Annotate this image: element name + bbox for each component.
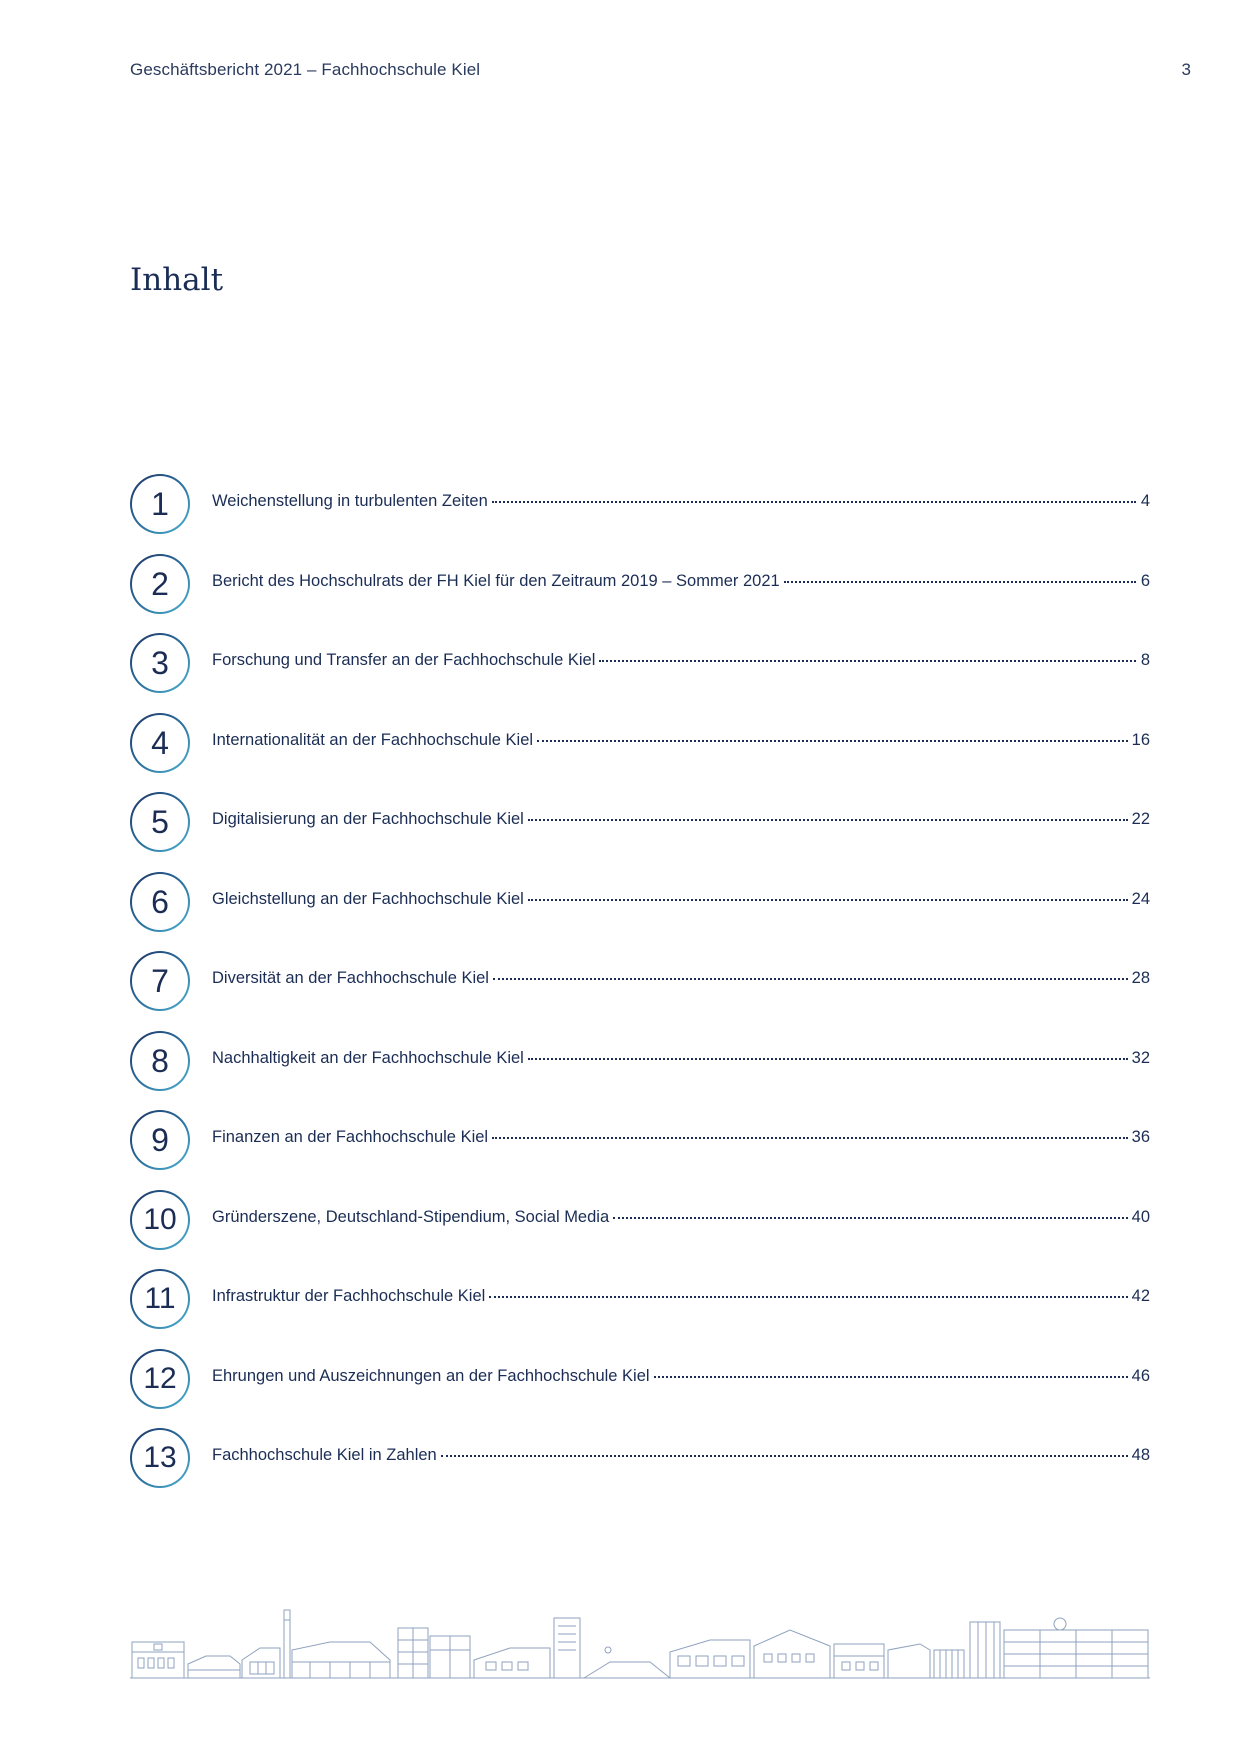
table-of-contents [130,474,1150,1508]
toc-entry[interactable] [212,1367,1150,1386]
chapter-number-circle [130,474,190,534]
chapter-number-circle [130,1031,190,1091]
dot-leader [613,1217,1128,1219]
chapter-number-circle [130,792,190,852]
toc-entry-page: 40 [1131,1207,1150,1226]
chapter-number: 10 [143,1202,177,1236]
toc-item-2[interactable] [130,554,1150,634]
chapter-number: 5 [151,804,169,840]
chapter-number: 12 [143,1361,177,1395]
toc-entry[interactable] [212,492,1150,511]
toc-item-3[interactable] [130,633,1150,713]
toc-entry[interactable] [212,651,1150,670]
toc-item-1[interactable] [130,474,1150,554]
chapter-number-circle [130,1428,190,1488]
page-header [130,60,1191,84]
toc-entry-title: Fachhochschule Kiel in Zahlen [212,1446,437,1464]
toc-entry[interactable] [212,1208,1150,1227]
dot-leader [528,1058,1128,1060]
toc-entry[interactable] [212,1287,1150,1306]
toc-item-9[interactable] [130,1110,1150,1190]
chapter-number-circle [130,1349,190,1409]
toc-entry-page: 16 [1131,730,1150,749]
dot-leader [537,740,1128,742]
toc-item-6[interactable] [130,872,1150,952]
toc-item-12[interactable] [130,1349,1150,1429]
dot-leader [654,1376,1128,1378]
dot-leader [489,1296,1127,1298]
chapter-number: 1 [151,486,169,522]
chapter-number-circle [130,554,190,614]
toc-entry[interactable] [212,1128,1150,1147]
toc-entry-page: 8 [1140,651,1150,669]
chapter-number-circle [130,633,190,693]
toc-entry-page: 32 [1131,1048,1150,1067]
chapter-number: 2 [151,565,169,602]
page-number: 3 [1181,60,1191,79]
toc-item-13[interactable] [130,1428,1150,1508]
toc-item-4[interactable] [130,713,1150,793]
toc-entry-page: 42 [1131,1287,1150,1305]
toc-item-8[interactable] [130,1031,1150,1111]
toc-entry-title: Nachhaltigkeit an der Fachhochschule Kiel [212,1048,524,1067]
toc-entry-title: Finanzen an der Fachhochschule Kiel [212,1128,489,1146]
chapter-number: 9 [151,1122,169,1158]
campus-skyline-illustration [130,1600,1150,1680]
chapter-number-circle [130,713,190,773]
toc-entry-title: Forschung und Transfer an der Fachhochschule Kiel [212,651,596,669]
toc-entry-page: 28 [1131,969,1150,987]
dot-leader [599,660,1136,662]
chapter-number-circle [130,1110,190,1170]
dot-leader [492,501,1136,503]
chapter-number-circle [130,1269,190,1329]
toc-entry-title: Internationalität an der Fachhochschule Kiel [212,730,534,749]
toc-entry-title: Bericht des Hochschulrats der FH Kiel für den Zeitraum 2019 – Sommer 2021 [212,571,780,590]
dot-leader [528,819,1128,821]
toc-entry-title: Diversität an der Fachhochschule Kiel [212,969,489,987]
toc-entry-page: 48 [1131,1446,1150,1464]
toc-entry[interactable] [212,969,1150,988]
toc-entry-title: Weichenstellung in turbulenten Zeiten [212,492,488,510]
dot-leader [492,1137,1128,1139]
toc-entry[interactable] [212,731,1150,750]
toc-entry[interactable] [212,890,1150,909]
toc-entry-title: Gleichstellung an der Fachhochschule Kiel [212,889,524,908]
toc-entry-page: 22 [1131,810,1150,828]
chapter-number: 11 [144,1282,176,1315]
toc-entry-title: Ehrungen und Auszeichnungen an der Fachhochschule Kiel [212,1366,650,1385]
chapter-number: 13 [143,1441,177,1474]
toc-entry[interactable] [212,810,1150,829]
toc-item-10[interactable] [130,1190,1150,1270]
dot-leader [528,899,1128,901]
chapter-number-circle [130,872,190,932]
toc-entry[interactable] [212,1446,1150,1465]
chapter-number: 7 [151,963,169,999]
toc-heading: Inhalt [130,262,224,298]
toc-entry-page: 4 [1140,492,1150,510]
toc-item-11[interactable] [130,1269,1150,1349]
toc-entry-page: 46 [1131,1366,1150,1385]
toc-entry-title: Gründerszene, Deutschland-Stipendium, Social Media [212,1207,610,1226]
toc-item-5[interactable] [130,792,1150,872]
dot-leader [784,581,1136,583]
toc-entry[interactable] [212,572,1150,591]
dot-leader [493,978,1128,980]
chapter-number: 8 [151,1042,169,1079]
chapter-number: 4 [151,724,169,761]
toc-entry-page: 6 [1140,571,1150,590]
toc-entry-title: Digitalisierung an der Fachhochschule Kiel [212,810,524,828]
chapter-number-circle [130,951,190,1011]
chapter-number-circle [130,1190,190,1250]
toc-entry-page: 36 [1131,1128,1150,1146]
header-title: Geschäftsbericht 2021 – Fachhochschule Kiel [130,60,481,79]
dot-leader [441,1455,1128,1457]
toc-entry-title: Infrastruktur der Fachhochschule Kiel [212,1287,486,1305]
toc-entry-page: 24 [1131,889,1150,908]
toc-entry[interactable] [212,1049,1150,1068]
chapter-number: 3 [151,645,169,681]
chapter-number: 6 [151,883,169,920]
toc-item-7[interactable] [130,951,1150,1031]
